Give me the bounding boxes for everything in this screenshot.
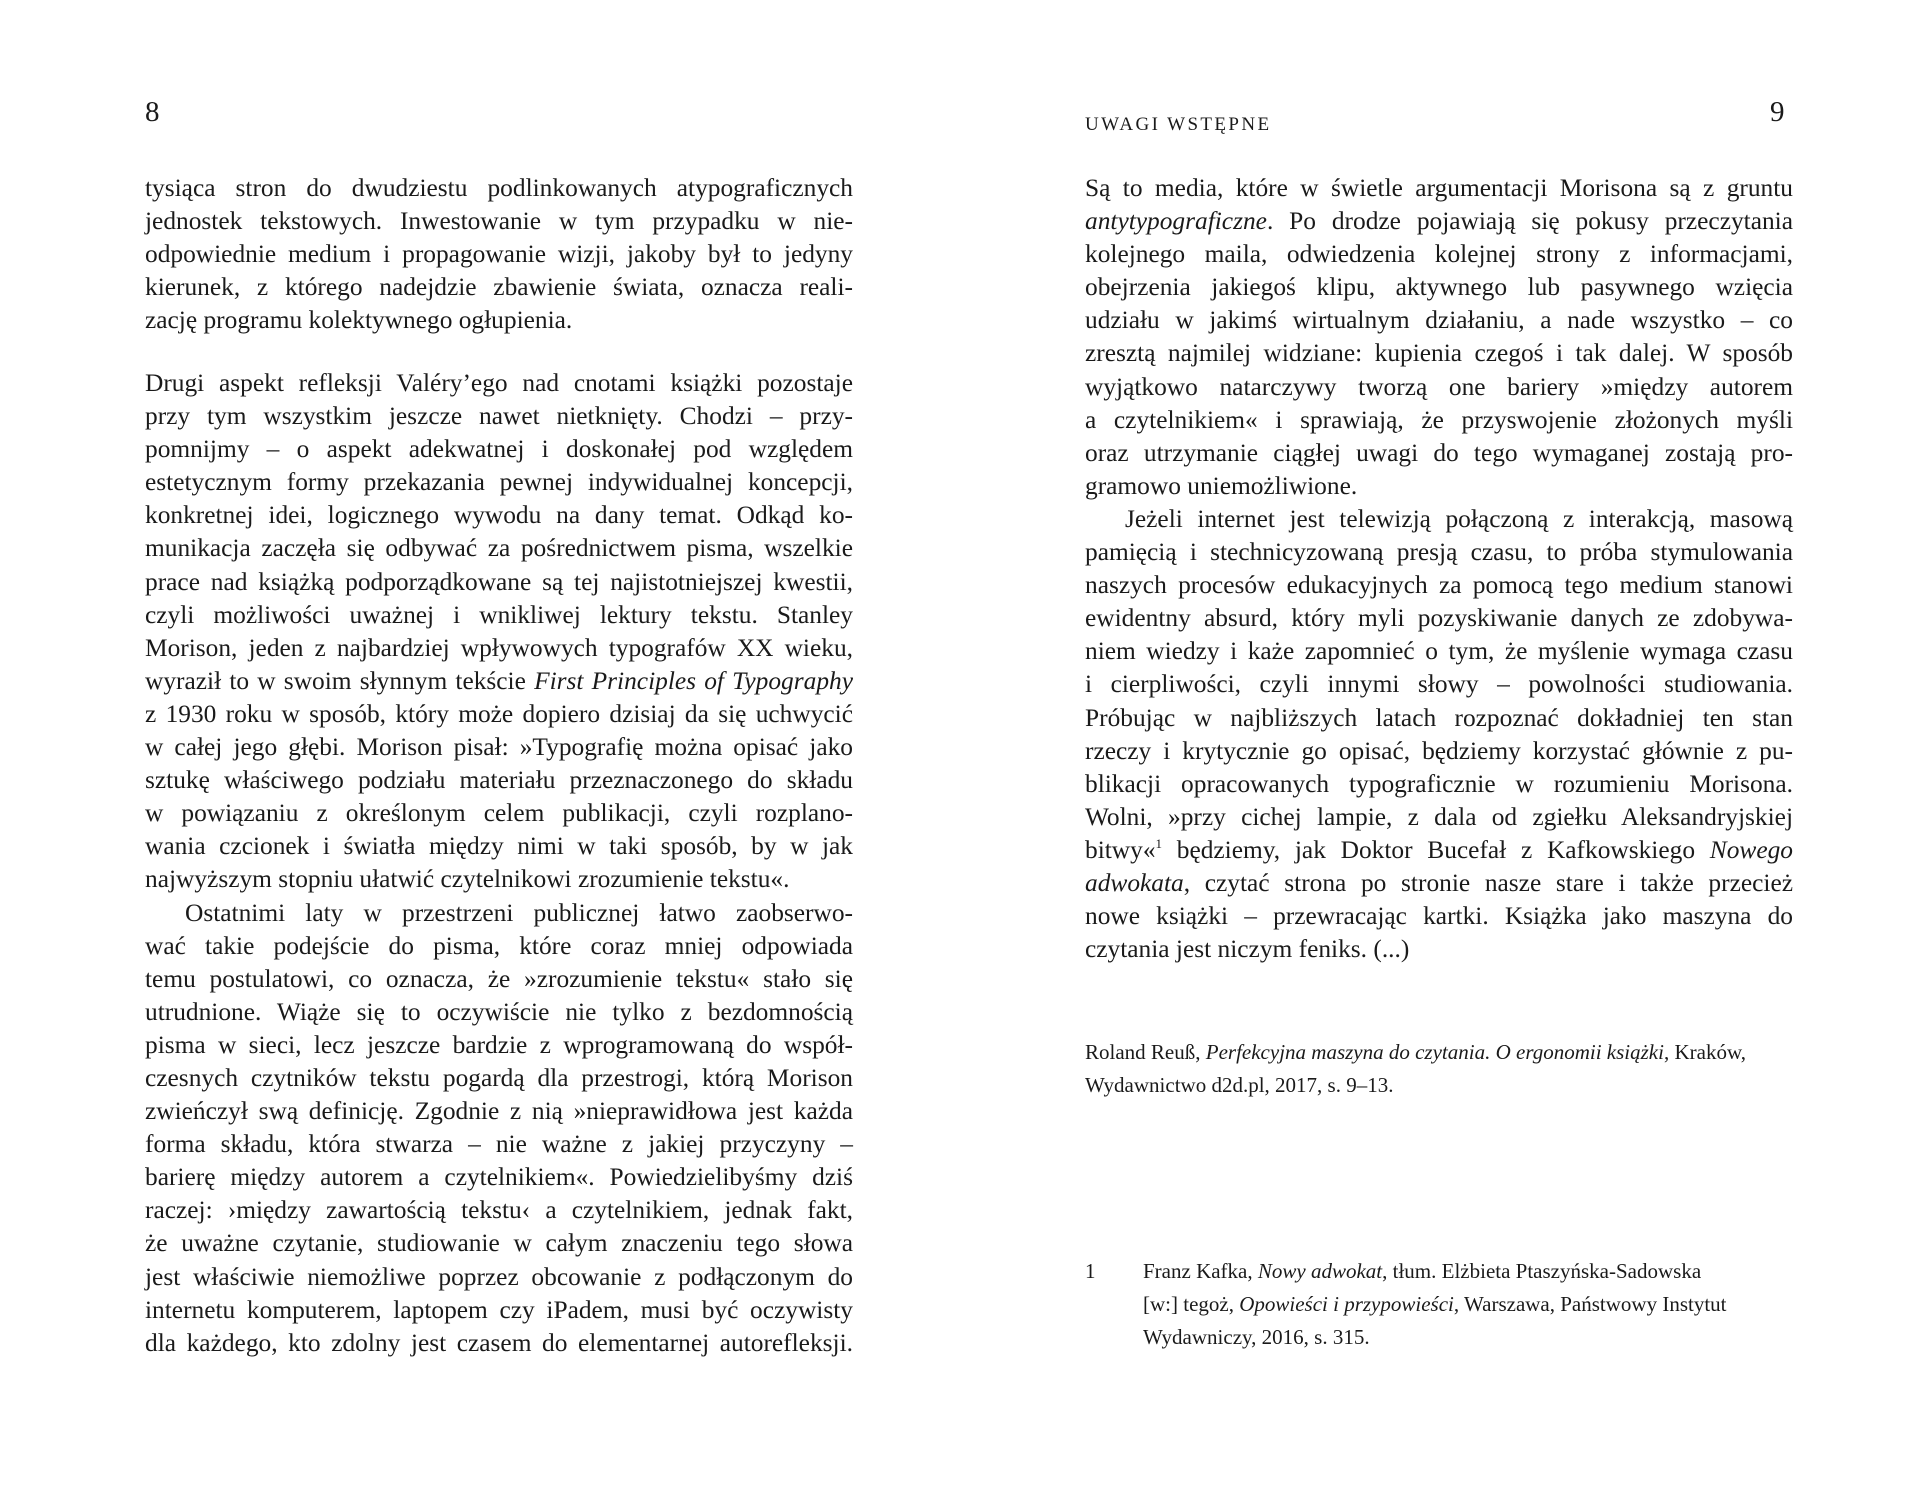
- text-line: munikacja zaczęła się odbywać za pośrednictwem pisma, wszelkie: [145, 534, 853, 563]
- citation-author: Roland Reuß,: [1085, 1040, 1206, 1064]
- text-run: , Warszawa, Państwowy Instytut: [1453, 1292, 1727, 1317]
- citation-title: Perfekcyjna maszyna do czytania. O ergonomii książki: [1205, 1040, 1664, 1064]
- book-title: Nowy adwokat: [1257, 1259, 1383, 1283]
- text-line: [1085, 1036, 1785, 1069]
- text-line: barierę między autorem a czytelnikiem«. Powiedzielibyśmy dziś: [145, 1163, 853, 1192]
- text-line: czesnych czytników tekstu pogardą dla przestrogi, którą Morison: [145, 1063, 853, 1092]
- text-line: zresztą najmilej widziane: kupienia czegoś i tak dalej. W sposób: [1085, 339, 1793, 368]
- footnote-number: 1: [1085, 1259, 1096, 1283]
- text-line: czytania jest niczym feniks. (...): [1085, 935, 1410, 964]
- text-line: czyli możliwości uważnej i wnikliwej lektury tekstu. Stanley: [145, 600, 853, 629]
- text-line: jednostek tekstowych. Inwestowanie w tym przypadku w nie-: [145, 207, 853, 236]
- text-line: internetu komputerem, laptopem czy iPadem, musi być oczywisty: [145, 1295, 853, 1324]
- text-line: kolejnego maila, odwiedzenia kolejnej strony z informacjami,: [1085, 240, 1793, 269]
- text-line: zację programu kolektywnego ogłupienia.: [145, 306, 573, 335]
- text-line: raczej: ›między zawartością tekstu‹ a czytelnikiem, jednak fakt,: [145, 1196, 853, 1225]
- text-line: temu postulatowi, co oznacza, że »zrozumienie tekstu« stało się: [145, 964, 853, 993]
- text-line: tysiąca stron do dwudziestu podlinkowanych atypograficznych: [145, 174, 853, 202]
- text-line: kierunek, z którego nadejdzie zbawienie świata, oznacza reali-: [145, 273, 853, 302]
- source-citation: [1085, 1036, 1785, 1102]
- text-line: Próbując w najbliższych latach rozpoznać dokładniej ten stan: [1085, 703, 1793, 732]
- text-line: oraz utrzymanie ciągłej uwagi do tego wymaganej zostają pro-: [1085, 438, 1793, 467]
- text-line: [1143, 1255, 1803, 1288]
- text-line: Jeżeli internet jest telewizją połączoną z interakcją, masową: [1125, 504, 1793, 533]
- text-line: nowe książki – przewracając kartki. Książka jako maszyna do: [1085, 902, 1793, 931]
- footnote-body: [1143, 1255, 1803, 1354]
- text-line: estetycznym formy przekazania pewnej indywidualnej koncepcji,: [145, 468, 853, 497]
- text-line: Drugi aspekt refleksji Valéry’ego nad cnotami książki pozostaje: [145, 369, 853, 397]
- text-run: . Po drodze pojawiają się pokusy przeczytania: [1266, 207, 1793, 236]
- text-line: dla każdego, kto zdolny jest czasem do elementarnej autorefleksji.: [145, 1328, 853, 1357]
- text-line: pomnijmy – o aspekt adekwatnej i doskonałej pod względem: [145, 435, 853, 464]
- text-line: [1085, 205, 1793, 238]
- text-line: przy tym wszystkim jeszcze nawet nietknięty. Chodzi – przy-: [145, 402, 853, 431]
- text-line: utrudnione. Wiąże się to oczywiście nie tylko z bezdomnością: [145, 997, 853, 1026]
- paragraph: [1085, 172, 1793, 966]
- book-title: adwokata: [1085, 868, 1184, 897]
- book-title: Nowego: [1709, 835, 1793, 864]
- text-line: ewidentny absurd, który myli pozyskiwanie danych ze zdobywa-: [1085, 604, 1793, 633]
- text-line: konkretnej idei, logicznego wywodu na dany temat. Odkąd ko-: [145, 501, 853, 530]
- text-line: Wydawniczy, 2016, s. 315.: [1143, 1325, 1370, 1350]
- text-line: niem wiedzy i każe zapomnieć o tym, że myślenie wymaga czasu: [1085, 637, 1793, 666]
- text-line: jest właściwie niemożliwe poprzez obcowanie z podłączonym do: [145, 1262, 853, 1291]
- text-line: najwyższym stopniu ułatwić czytelnikowi zrozumienie tekstu«.: [145, 865, 790, 894]
- text-line: naszych procesów edukacyjnych za pomocą tego medium stanowi: [1085, 571, 1793, 600]
- page-number: 8: [145, 96, 160, 128]
- running-head: UWAGI WSTĘPNE: [1085, 114, 1272, 135]
- text-line: wania czcionek i światła między nimi w taki sposób, by w jak: [145, 832, 853, 861]
- text-line: Wydawnictwo d2d.pl, 2017, s. 9–13.: [1085, 1073, 1394, 1098]
- text-line: i cierpliwości, czyli innymi słowy – powolności studiowania.: [1085, 670, 1793, 699]
- book-title: First Principles of Typography: [534, 666, 853, 695]
- text-line: [1143, 1288, 1803, 1321]
- text-run: będziemy, jak Doktor Bucefał z Kafkowskiego: [1162, 835, 1710, 864]
- page-number: 9: [1770, 96, 1785, 128]
- text-line: w powiązaniu z określonym celem publikacji, czyli rozplano-: [145, 799, 853, 828]
- text-line: a czytelnikiem« i sprawiają, że przyswojenie złożonych myśli: [1085, 405, 1793, 434]
- text-line: w całej jego głębi. Morison pisał: »Typografię można opisać jako: [145, 733, 853, 762]
- text-line: obejrzenia jakiegoś klipu, aktywnego lub pasywnego wzięcia: [1085, 273, 1793, 302]
- text-line: blikacji opracowanych typograficznie w rozumieniu Morisona.: [1085, 769, 1793, 798]
- text-line: wać takie podejście do pisma, które coraz mniej odpowiada: [145, 931, 853, 960]
- text-line: z 1930 roku w sposób, który może dopiero dzisiaj da się uchwycić: [145, 699, 853, 728]
- text-line: wyjątkowo natarczywy tworzą one bariery »między autorem: [1085, 372, 1793, 401]
- text-run: , tłum. Elżbieta Ptaszyńska-Sadowska: [1382, 1259, 1702, 1283]
- text-line: gramowo uniemożliwione.: [1085, 471, 1358, 500]
- text-line: Są to media, które w świetle argumentacji Morisona są z gruntu: [1085, 174, 1793, 202]
- text-line: [1085, 834, 1793, 867]
- text-run: [w:] tegoż,: [1143, 1292, 1240, 1317]
- text-line: zwieńczył swą definicję. Zgodnie z nią »nieprawidłowa jest każda: [145, 1097, 853, 1126]
- text-line: odpowiednie medium i propagowanie wizji, jakoby był to jedyny: [145, 240, 853, 269]
- paragraph: [145, 172, 853, 337]
- book-title: Opowieści i przypowieści: [1239, 1292, 1454, 1317]
- footnote-reference[interactable]: 1: [1155, 835, 1163, 851]
- text-line: [145, 665, 853, 698]
- paragraph: [145, 367, 853, 1360]
- text-line: prace nad książką podporządkowane są tej najistotniejszej kwestii,: [145, 567, 853, 596]
- text-line: pamięcią i stechnicyzowaną presją czasu, to próba stymulowania: [1085, 538, 1793, 567]
- text-line: rzeczy i krytycznie go opisać, będziemy korzystać głównie z pu-: [1085, 736, 1793, 765]
- text-run: Franz Kafka,: [1143, 1259, 1258, 1283]
- text-run: , czytać strona po stronie nasze stare i także przecież: [1183, 868, 1793, 897]
- citation-place: , Kraków,: [1663, 1040, 1746, 1064]
- right-page: [960, 0, 1920, 1498]
- text-line: forma składu, która stwarza – nie ważne z jakiej przyczyny –: [145, 1130, 853, 1159]
- emphasis: antytypograficzne: [1085, 207, 1267, 236]
- text-line: Morison, jeden z najbardziej wpływowych typografów XX wieku,: [145, 633, 853, 662]
- text-line: udziału w jakimś wirtualnym działaniu, a nade wszystko – co: [1085, 306, 1793, 335]
- text-run: bitwy«: [1085, 835, 1156, 864]
- text-run: wyraził to w swoim słynnym tekście: [145, 666, 535, 695]
- text-line: Ostatnimi laty w przestrzeni publicznej łatwo zaobserwo-: [185, 898, 853, 927]
- text-line: Wolni, »przy cichej lampie, z dala od zgiełku Aleksandryjskiej: [1085, 802, 1793, 831]
- text-line: [1085, 867, 1793, 900]
- text-line: że uważne czytanie, studiowanie w całym znaczeniu tego słowa: [145, 1229, 853, 1258]
- text-line: pisma w sieci, lecz jeszcze bardzie z wprogramowaną do współ-: [145, 1030, 853, 1059]
- text-line: sztukę właściwego podziału materiału przeznaczonego do składu: [145, 766, 853, 795]
